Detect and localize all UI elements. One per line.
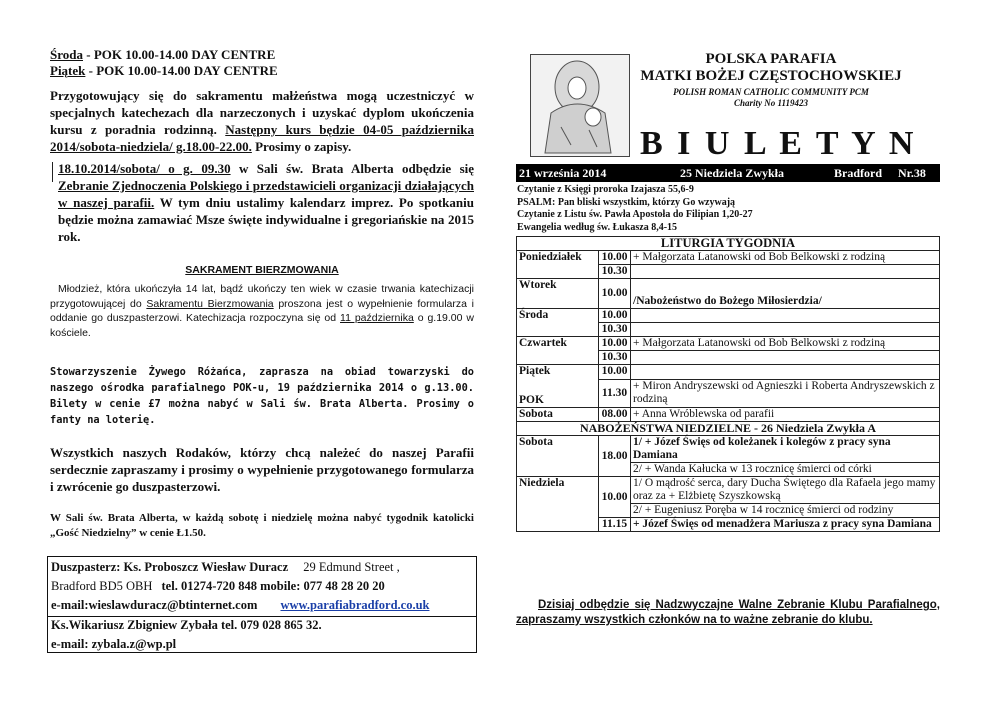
hours-text: - POK 10.00-14.00 DAY CENTRE: [85, 63, 278, 78]
hours-day: Środa: [50, 47, 83, 62]
table-row: [517, 279, 940, 309]
table-row: [517, 251, 940, 265]
day-cell: Poniedziałek: [517, 251, 599, 279]
intent-cell: [631, 265, 940, 279]
marriage-tail: Prosimy o zapisy.: [251, 139, 352, 154]
meeting-text-end: W tym dniu ustalimy kalendarz imprez. Po spotkaniu będzie można zamawiać Msze święte indywidualne i gregoriańskie na 2015 rok.: [58, 195, 474, 244]
contact-box: [47, 556, 477, 653]
liturgy-header: LITURGIA TYGODNIA: [517, 237, 940, 251]
intent-cell: [631, 309, 940, 323]
info-bar: [516, 164, 940, 182]
liturgical-sunday: 25 Niedziela Zwykła: [680, 166, 784, 180]
time-cell: 10.00: [599, 309, 631, 323]
intent-cell: [631, 351, 940, 365]
gosc-notice: W Sali św. Brata Alberta, w każdą sobotę i niedzielę można nabyć tygodnik katolicki „Gość Niedzielny” w cenie Ł1.50.: [50, 512, 474, 539]
day-pok: POK: [519, 394, 544, 406]
reading-first: Czytanie z Księgi proroka Izajasza 55,6-9: [517, 184, 694, 195]
community-info: [630, 87, 912, 109]
meeting-left-border: [52, 162, 53, 182]
meeting-date: 18.10.2014/sobota/ o g. 09.30: [58, 161, 231, 176]
place: Bradford: [834, 166, 882, 180]
time-cell: 10.00: [599, 365, 631, 380]
table-row: [517, 436, 940, 463]
table-row: [517, 477, 940, 504]
meeting-notice: [50, 160, 474, 245]
time-cell: 08.00: [599, 408, 631, 422]
time-cell: 11.30: [599, 379, 631, 407]
rosary-notice: Stowarzyszenie Żywego Różańca, zaprasza na obiad towarzyski do naszego ośrodka parafialnego POK-u, 19 października 2014 o g.13.00. Bilety w cenie £7 można nabyć w Sali św. Brata Alberta. Prosimy o fanty na loterię.: [50, 366, 474, 426]
time-cell: 10.00: [599, 251, 631, 265]
marriage-notice: [50, 87, 474, 155]
readings: [517, 184, 753, 234]
table-row: [517, 309, 940, 323]
intent-cell: + Małgorzata Latanowski od Bob Belkowski z rodziną: [631, 337, 940, 351]
address-city: Bradford BD5 OBH: [51, 579, 153, 593]
table-row: [517, 408, 940, 422]
address-street: 29 Edmund Street ,: [303, 560, 400, 574]
intent-cell: [631, 365, 940, 380]
day-cell: Niedziela: [517, 477, 599, 532]
time-cell: 10.30: [599, 265, 631, 279]
intent-cell: 1/ + Józef Święs od koleżanek i kolegów z pracy syna Damiana: [631, 436, 940, 463]
confirmation-text-1: Młodzież, która ukończyła 14 lat, bądź ukończy ten wiek w czasie trwania katechizacji przygotowującej do: [50, 283, 474, 310]
marriage-course-date: Następny kurs będzie 04-05 października 2014/sobota-niedziela/ g.18.00-22.00.: [50, 122, 475, 154]
time-cell: 10.00: [599, 279, 631, 309]
confirmation-text-2: proszona jest o wypełnienie formularza i oddanie go duszpasterzowi. Katechizacja rozpoczyna się od: [50, 297, 474, 324]
time-cell: 11.15: [599, 518, 631, 532]
confirmation-heading: SAKRAMENT BIERZMOWANIA: [185, 264, 339, 276]
phone-numbers: tel. 01274-720 848 mobile: 077 48 28 20 20: [161, 579, 385, 593]
day-cell: Czwartek: [517, 337, 599, 365]
confirmation-text: [50, 282, 474, 340]
issue-number: Nr.38: [898, 166, 926, 180]
hours-day: Piątek: [50, 63, 86, 78]
parish-name: [630, 51, 912, 85]
intent-cell: + Małgorzata Latanowski od Bob Belkowski z rodziną: [631, 251, 940, 265]
intent-cell: 1/ O mądrość serca, dary Ducha Świętego dla Rafaela jego mamy oraz za + Elżbietę Szyszkowską: [631, 477, 940, 504]
community-name: POLISH ROMAN CATHOLIC COMMUNITY PCM: [673, 87, 869, 97]
day-cell: Środa: [517, 309, 599, 337]
vicar-email[interactable]: e-mail: zybala.z@wp.pl: [51, 637, 177, 651]
vicar-info: Ks.Wikariusz Zbigniew Zybała tel. 079 028 865 32.: [51, 618, 322, 632]
day-cell: Sobota: [517, 408, 599, 422]
day-cell: Wtorek: [517, 279, 599, 309]
intent-cell: + Józef Święs od menadżera Mariusza z pracy syna Damiana: [631, 518, 940, 532]
marriage-text: Przygotowujący się do sakramentu małżeństwa mogą uczestniczyć w specjalnych katechezach dla narzeczonych i uzyskać dyplom ukończenia kursu z poradnia rodzinną.: [50, 88, 474, 137]
confirmation-start-date: 11 października: [340, 312, 414, 324]
time-cell: 10.30: [599, 323, 631, 337]
parish-line2: MATKI BOŻEJ CZĘSTOCHOWSKIEJ: [640, 68, 902, 84]
pastor-email[interactable]: e-mail:wieslawduracz@btinternet.com: [51, 598, 258, 612]
pastor-name: Duszpasterz: Ks. Proboszcz Wiesław Duracz: [51, 560, 289, 574]
time-cell: 10.30: [599, 351, 631, 365]
day-cell: [517, 365, 599, 408]
intent-cell: + Miron Andryszewski od Agnieszki i Roberta Andryszewskich z rodziną: [631, 379, 940, 407]
table-row: [517, 337, 940, 351]
intent-cell: [631, 323, 940, 337]
liturgy-table: [516, 236, 940, 532]
madonna-icon: [530, 54, 630, 157]
bulletin-date: 21 września 2014: [519, 166, 607, 180]
intent-cell: 2/ + Eugeniusz Poręba w 14 rocznicę śmierci od rodziny: [631, 504, 940, 518]
bulletin-title: B I U L E T Y N: [640, 125, 917, 162]
confirmation-text-3: o g.19.00 w kościele.: [50, 312, 474, 339]
reading-gospel: Ewangelia według św. Łukasza 8,4-15: [517, 221, 678, 233]
time-cell: 10.00: [599, 337, 631, 351]
parish-line1: POLSKA PARAFIA: [705, 51, 837, 67]
table-row: [517, 365, 940, 380]
intent-cell: 2/ + Wanda Kałucka w 13 rocznicę śmierci od córki: [631, 463, 940, 477]
reading-second: Czytanie z Listu św. Pawła Apostoła do Filipian 1,20-27: [517, 209, 753, 220]
hours-text: - POK 10.00-14.00 DAY CENTRE: [83, 47, 276, 62]
invite-notice: Wszystkich naszych Rodaków, którzy chcą należeć do naszej Parafii serdecznie zapraszamy i prosimy o wypełnienie przygotowanego formularza i zwrócenie go duszpasterzowi.: [50, 445, 474, 494]
sunday-header: NABOŻEŃSTWA NIEDZIELNE - 26 Niedziela Zwykła A: [517, 422, 940, 436]
intent-cell: + Anna Wróblewska od parafii: [631, 408, 940, 422]
time-cell: 10.00: [599, 477, 631, 518]
reading-psalm: PSALM: Pan bliski wszystkim, którzy Go wzywają: [517, 196, 736, 208]
meeting-text: w Sali św. Brata Alberta odbędzie się: [230, 161, 475, 176]
confirmation-sacrament: Sakramentu Bierzmowania: [146, 297, 274, 310]
website-link[interactable]: www.parafiabradford.co.uk: [280, 598, 430, 612]
meeting-title: Zebranie Zjednoczenia Polskiego i przedstawicieli organizacji działających w naszej parafii.: [58, 178, 474, 210]
intent-cell: /Nabożeństwo do Bożego Miłosierdzia/: [631, 279, 940, 309]
time-cell: 18.00: [599, 436, 631, 477]
club-announcement: Dzisiaj odbędzie się Nadzwyczajne Walne Zebranie Klubu Parafialnego, zapraszamy wszystkich członków na to ważne zebranie do klubu.: [516, 599, 940, 626]
day-cell: Sobota: [517, 436, 599, 477]
day-friday: Piątek: [519, 365, 551, 377]
opening-hours: [50, 47, 278, 79]
charity-number: Charity No 1119423: [733, 98, 808, 108]
